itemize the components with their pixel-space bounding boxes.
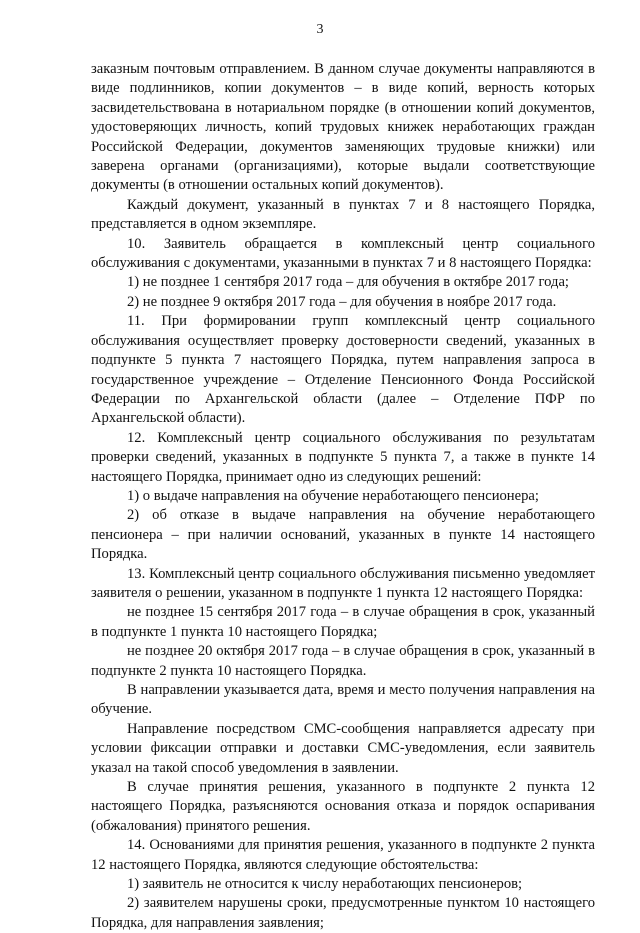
paragraph-item-14-sub-1: 1) заявитель не относится к числу неработающих пенсионеров; [127, 876, 523, 893]
paragraph-direction-details: В направлении указывается дата, время и место получения направления на обучение. [91, 682, 595, 718]
paragraph-item-11: 11. При формировании групп комплексный центр социального обслуживания осуществляет проверку достоверности сведений, указанных в подпункте 5 пункта 7 настоящего Порядка, путем направления запроса в государственное учреждение – Отделение Пенсионного Фонда Российской Федерации по Архангельской области (далее – Отделение ПФР по Архангельской области). [91, 313, 595, 427]
paragraph-item-13: 13. Комплексный центр социального обслуживания письменно уведомляет заявителя о решении, указанном в подпункте 1 пункта 12 настоящего Порядка: [91, 565, 595, 601]
paragraph-item-12-sub-1: 1) о выдаче направления на обучение неработающего пенсионера; [127, 487, 539, 504]
page-number: 3 [316, 22, 324, 37]
paragraph-item-14-sub-2: 2) заявителем нарушены сроки, предусмотренные пунктом 10 настоящего Порядка, для направления заявления; [91, 895, 595, 931]
paragraph-item-14: 14. Основаниями для принятия решения, указанного в подпункте 2 пункта 12 настоящего Порядка, являются следующие обстоятельства: [91, 837, 595, 873]
paragraph-item-12-sub-2: 2) об отказе в выдаче направления на обучение неработающего пенсионера – при наличии оснований, указанных в пункте 14 настоящего Порядка. [91, 507, 595, 563]
paragraph-delivery-conditions: заказным почтовым отправлением. В данном случае документы направляются в виде подлинников, копии документов – в виде копий, верность которых засвидетельствована в нотариальном порядке (в отношении копий документов, удостоверяющих личность, копий трудовых книжек неработающих граждан Российской Федерации, документов заменяющих трудовые книжки) или заверена органами (организациями), которые выдали соответствующие документы (в отношении остальных копий документов). [91, 61, 595, 194]
paragraph-single-copy: Каждый документ, указанный в пунктах 7 и 8 настоящего Порядка, представляется в одном экземпляре. [91, 196, 595, 233]
paragraph-sms-notification: Направление посредством СМС-сообщения направляется адресату при условии фиксации отправки и доставки СМС-уведомления, если заявитель указал на такой способ уведомления в заявлении. [91, 720, 595, 776]
paragraph-item-10-sub-1: 1) не позднее 1 сентября 2017 года – для обучения в октябре 2017 года; [127, 274, 569, 291]
document-body [91, 60, 595, 933]
paragraph-item-13-deadline-1: не позднее 15 сентября 2017 года – в случае обращения в срок, указанный в подпункте 1 пункта 10 настоящего Порядка; [91, 604, 595, 640]
paragraph-item-10-sub-2: 2) не позднее 9 октября 2017 года – для обучения в ноябре 2017 года. [127, 293, 557, 310]
paragraph-refusal-explanation: В случае принятия решения, указанного в подпункте 2 пункта 12 настоящего Порядка, разъясняются основания отказа и порядок оспаривания (обжалования) принятого решения. [91, 779, 595, 834]
paragraph-item-13-deadline-2: не позднее 20 октября 2017 года – в случае обращения в срок, указанный в подпункте 2 пункта 10 настоящего Порядка. [91, 643, 595, 679]
paragraph-item-10: 10. Заявитель обращается в комплексный центр социального обслуживания с документами, указанными в пунктах 7 и 8 настоящего Порядка: [91, 235, 595, 272]
paragraph-item-12: 12. Комплексный центр социального обслуживания по результатам проверки сведений, указанных в подпункте 5 пункта 7, а также в пункте 14 настоящего Порядка, принимает одно из следующих решений: [91, 429, 595, 485]
